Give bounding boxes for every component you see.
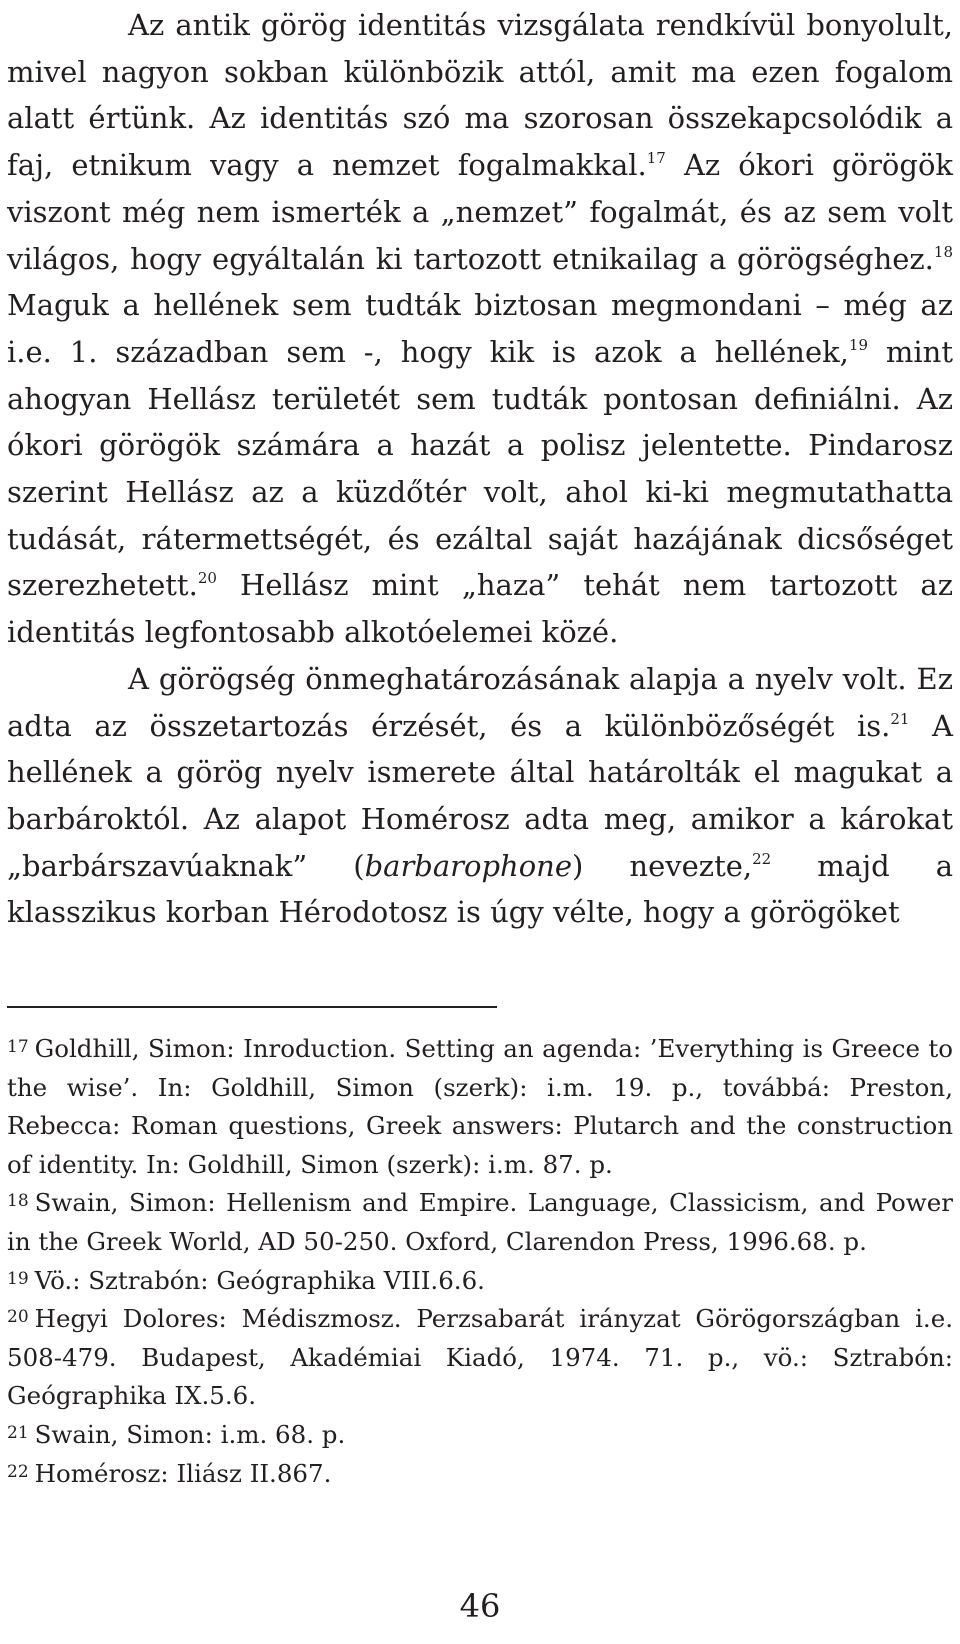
footnote-number: 20 xyxy=(7,1307,29,1328)
footnote-text: Hegyi Dolores: Médiszmosz. Perzsabarát irányzat Görögországban i.e. 508-479. Budapest, Akadémiai Kiadó, 1974. 71. p., vö.: Sztrabón: Geógraphika IX.5.6. xyxy=(7,1304,953,1411)
footnote-reference: 18 xyxy=(933,242,953,261)
footnote-number: 17 xyxy=(7,1037,29,1057)
document-page xyxy=(7,0,953,936)
text-segment: Hellász mint „haza” tehát nem tartozott az identitás legfontosabb alkotóelemei közé. xyxy=(7,568,953,650)
footnote-text: Swain, Simon: i.m. 68. p. xyxy=(34,1419,346,1449)
paragraph xyxy=(7,656,953,936)
text-segment: Az antik görög identitás vizsgálata rendkívül bonyolult, mivel nagyon sokban különbözik attól, amit ma ezen fogalom alatt értünk. Az identitás szó ma szorosan összekapcsolódik a faj, etnikum vagy a nemzet fogalmakkal. xyxy=(7,8,953,183)
footnote xyxy=(7,1262,953,1301)
footnote-reference: 20 xyxy=(197,569,217,588)
footnote xyxy=(7,1300,953,1416)
footnote-separator xyxy=(7,1006,497,1008)
italic-text: barbarophone xyxy=(364,848,573,883)
footnote xyxy=(7,1030,953,1184)
footnote-number: 21 xyxy=(7,1422,29,1443)
footnote-reference: 17 xyxy=(646,149,666,168)
text-segment: ) nevezte, xyxy=(572,848,753,883)
footnotes xyxy=(7,1030,953,1493)
text-segment: Maguk a hellének sem tudták biztosan megmondani – még az i.e. 1. században sem -, hogy kik is azok a hellének, xyxy=(7,288,953,369)
page-number: 46 xyxy=(459,1587,501,1625)
footnote-reference: 19 xyxy=(848,335,868,354)
footnote-text: Goldhill, Simon: Inroduction. Setting an agenda: ’Everything is Greece to the wise’. In: Goldhill, Simon (szerk): i.m. 19. p., továbbá: Preston, Rebecca: Roman questions, Greek answers: Plutarch and the construction of identity. In: Goldhill, Simon (szerk): i.m. 87. p. xyxy=(7,1034,953,1179)
text-segment: mint ahogyan Hellász területét sem tudták pontosan definiálni. Az ókori görögök számára a hazát a polisz jelentette. Pindarosz szerint Hellász az a küzdőtér volt, ahol ki-ki megmutathatta tudását, rátermettségét, és ezáltal saját hazájának dicsőséget szerezhetett. xyxy=(7,334,953,603)
footnote-number: 18 xyxy=(7,1191,29,1212)
footnote xyxy=(7,1184,953,1261)
footnote-text: Vö.: Sztrabón: Geógraphika VIII.6.6. xyxy=(34,1265,485,1295)
paragraph xyxy=(7,2,953,656)
footnote-number: 22 xyxy=(7,1461,29,1482)
text-segment: majd a klasszikus korban Hérodotosz is úgy vélte, hogy a görögöket xyxy=(7,848,953,930)
footnote xyxy=(7,1455,953,1494)
footnote-number: 19 xyxy=(7,1268,29,1289)
text-segment: A görögség önmeghatározásának alapja a nyelv volt. Ez adta az összetartozás érzését, és a különbözőségét is. xyxy=(7,661,953,743)
body-text xyxy=(7,2,953,936)
footnote-reference: 22 xyxy=(752,849,772,868)
footnote xyxy=(7,1416,953,1455)
text-segment: A hellének a görög nyelv ismerete által határolták el magukat a barbároktól. Az alapot Homérosz adta meg, amikor a károkat „barbárszavúaknak” ( xyxy=(7,708,953,883)
footnote-text: Swain, Simon: Hellenism and Empire. Language, Classicism, and Power in the Greek World, AD 50-250. Oxford, Clarendon Press, 1996.68. p. xyxy=(7,1188,953,1256)
text-segment: Az ókori görögök viszont még nem ismerték a „nemzet” fogalmát, és az sem volt világos, hogy egyáltalán ki tartozott etnikailag a görögséghez. xyxy=(7,148,953,276)
footnote-text: Homérosz: Iliász II.867. xyxy=(34,1458,332,1488)
footnote-reference: 21 xyxy=(890,709,910,728)
